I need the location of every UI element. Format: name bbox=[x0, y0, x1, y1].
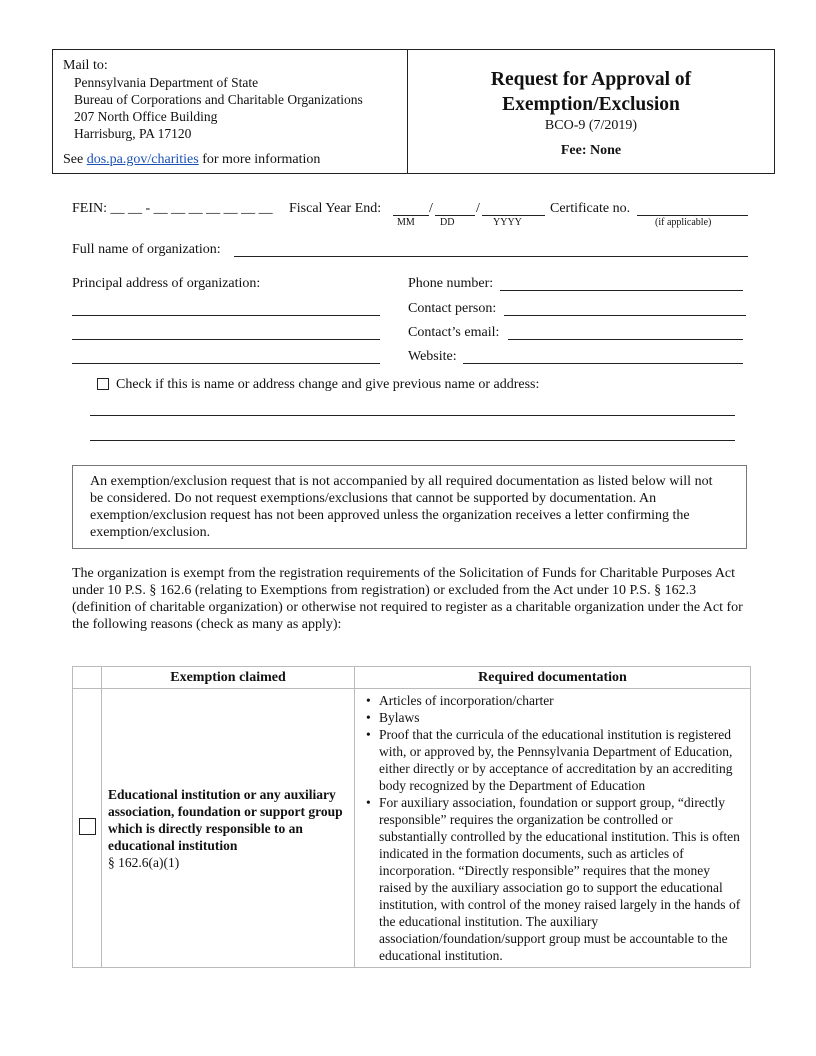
principal-address-label: Principal address of organization: bbox=[72, 276, 261, 291]
previous-name-input-line2[interactable] bbox=[90, 440, 735, 441]
fee-label: Fee: None bbox=[560, 143, 622, 158]
contact-person-label: Contact person: bbox=[408, 301, 497, 316]
contact-email-input[interactable] bbox=[508, 339, 743, 340]
date-separator: / bbox=[429, 201, 433, 216]
list-item: • Articles of incorporation/charter bbox=[379, 692, 742, 709]
mm-caption: MM bbox=[397, 217, 415, 228]
list-item: • Proof that the curricula of the educational institution is registered with, or approved by, the Pennsylvania Department of Education, either directly or by acceptance of accreditation by an accrediting body recognized by the Department of Education bbox=[379, 726, 742, 794]
address-line: Bureau of Corporations and Charitable Organizations bbox=[74, 92, 363, 107]
phone-input[interactable] bbox=[500, 290, 743, 291]
table-header-row bbox=[73, 667, 751, 689]
name-change-checkbox[interactable] bbox=[97, 378, 109, 390]
address-input-line3[interactable] bbox=[72, 363, 380, 364]
full-name-input[interactable] bbox=[234, 256, 748, 257]
phone-label: Phone number: bbox=[408, 276, 494, 291]
header-required-documentation: Required documentation bbox=[355, 667, 751, 689]
website-label: Website: bbox=[408, 349, 457, 364]
see-suffix: for more information bbox=[202, 152, 321, 167]
previous-name-input-line1[interactable] bbox=[90, 415, 735, 416]
if-applicable-caption: (if applicable) bbox=[655, 217, 712, 228]
exemption-table bbox=[72, 666, 751, 968]
fiscal-yyyy-input[interactable] bbox=[482, 215, 545, 216]
address-input-line2[interactable] bbox=[72, 339, 380, 340]
mail-to-label: Mail to: bbox=[63, 58, 108, 73]
contact-email-label: Contact’s email: bbox=[408, 325, 500, 340]
exemption-intro-paragraph: The organization is exempt from the registration requirements of the Solicitation of Funds for Charitable Purposes Act under 10 P.S. § 162.6 (relating to Exemptions from registration) or excluded from the Act under 10 P.S. § 162.3 (definition of charitable organization) or otherwise not required to register as a charitable organization under the Act for the following reasons (check as many as apply): bbox=[72, 566, 743, 632]
form-header bbox=[52, 49, 775, 174]
date-separator: / bbox=[476, 201, 480, 216]
fein-field[interactable]: FEIN: __ __ - __ __ __ __ __ __ __ bbox=[72, 201, 273, 216]
header-exemption-claimed: Exemption claimed bbox=[102, 667, 355, 689]
fiscal-year-label: Fiscal Year End: bbox=[289, 201, 382, 216]
list-item: • For auxiliary association, foundation or support group, “directly responsible” requires the organization be controlled or substantially controlled by the educational institution. This is often indicated in the formation documents, such as articles of incorporation. “Directly responsible” requires that the money raised by the auxiliary association go to support the educational institution, with control of the money raised largely in the hands of the educational institution. The auxiliary association/foundation/support group must be accountable to the educational institution. bbox=[379, 794, 742, 964]
documentation-notice: An exemption/exclusion request that is not accompanied by all required documentation as listed below will not be considered. Do not request exemptions/exclusions that cannot be supported by documentation. An exemption/exclusion request has not been approved unless the organization receives a letter confirming the exemption/exclusion. bbox=[72, 465, 747, 549]
required-docs-cell bbox=[355, 689, 751, 968]
more-info-line bbox=[63, 151, 407, 168]
required-docs-list bbox=[365, 692, 742, 964]
form-title-line1: Request for Approval of bbox=[490, 69, 692, 90]
table-row bbox=[73, 689, 751, 968]
list-item: • Bylaws bbox=[379, 709, 742, 726]
form-title-line2: Exemption/Exclusion bbox=[502, 94, 680, 115]
educational-exemption-checkbox[interactable] bbox=[79, 818, 96, 835]
exemption-check-cell bbox=[73, 689, 102, 968]
fiscal-dd-input[interactable] bbox=[435, 215, 475, 216]
form-number: BCO-9 (7/2019) bbox=[544, 118, 638, 133]
exemption-claim-reference: § 162.6(a)(1) bbox=[108, 854, 180, 870]
address-line: 207 North Office Building bbox=[74, 109, 218, 124]
website-input[interactable] bbox=[463, 363, 743, 364]
charities-link[interactable]: dos.pa.gov/charities bbox=[86, 152, 199, 167]
yyyy-caption: YYYY bbox=[493, 217, 522, 228]
exemption-claim-title: Educational institution or any auxiliary association, foundation or support group which is directly responsible to an educational institution bbox=[108, 786, 343, 853]
exemption-claim-cell bbox=[102, 689, 355, 968]
contact-person-input[interactable] bbox=[504, 315, 746, 316]
header-checkbox-column bbox=[73, 667, 102, 689]
form-title-block bbox=[408, 50, 774, 173]
certificate-input[interactable] bbox=[637, 215, 748, 216]
see-prefix: See bbox=[63, 152, 84, 167]
fiscal-mm-input[interactable] bbox=[393, 215, 429, 216]
certificate-label: Certificate no. bbox=[550, 201, 631, 216]
address-line: Harrisburg, PA 17120 bbox=[74, 126, 192, 141]
address-line: Pennsylvania Department of State bbox=[74, 75, 259, 90]
full-name-label: Full name of organization: bbox=[72, 242, 221, 257]
mailing-info bbox=[53, 50, 408, 173]
dd-caption: DD bbox=[440, 217, 455, 228]
name-change-label: Check if this is name or address change and give previous name or address: bbox=[116, 377, 540, 392]
address-input-line1[interactable] bbox=[72, 315, 380, 316]
